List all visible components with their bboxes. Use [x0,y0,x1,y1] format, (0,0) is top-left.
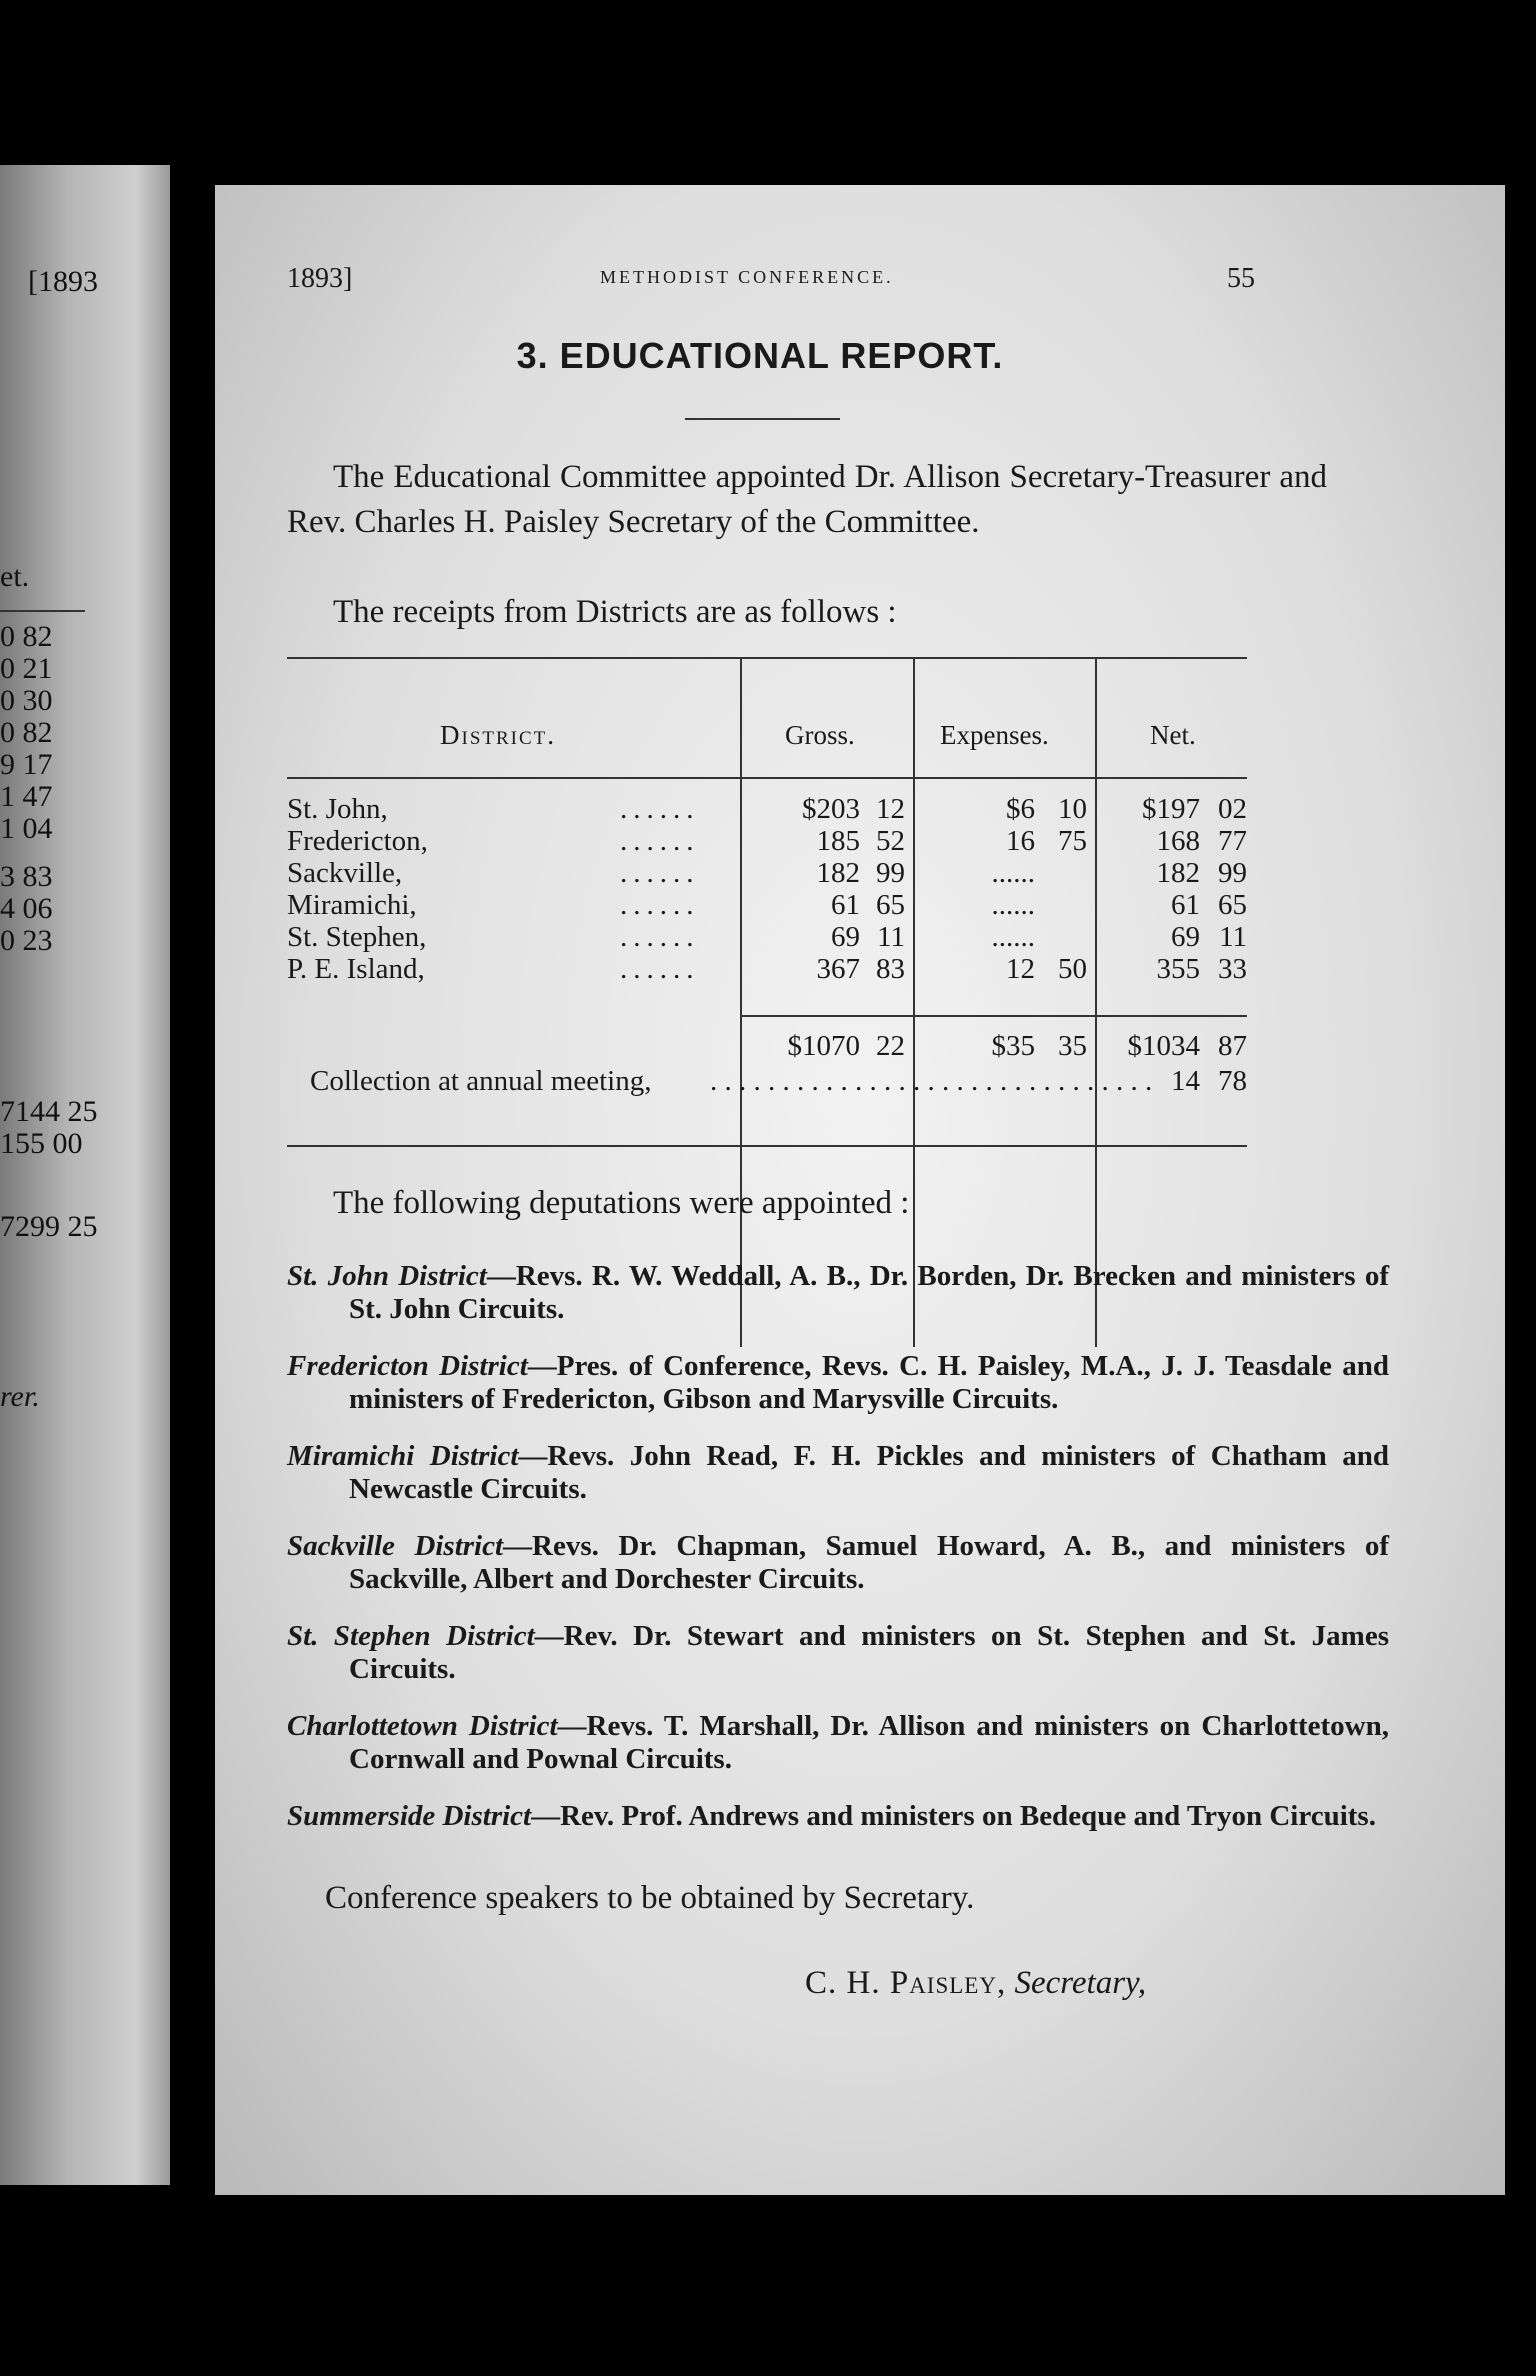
gross-cents: 52 [876,825,905,857]
deputation-text: —Revs. John Read, F. H. Pickles and ministers of Chatham and Newcastle Circuits. [349,1440,1390,1505]
deputation-district: St. John District [287,1260,487,1292]
collection-net-cents: 78 [1218,1065,1247,1097]
gross-dollars: 61 [831,889,860,921]
left-page-number: 0 82 [0,716,53,749]
left-page-fragment-text: et. [0,560,30,593]
signature-name: C. H. Paisley, [805,1965,1007,2001]
left-page-fragment [0,165,170,2185]
gross-cents: 99 [876,857,905,889]
deputation-entry [287,1800,1389,1833]
left-page-number: 9 17 [0,748,53,781]
deputation-entry [287,1710,1389,1776]
net-dollars: 69 [1171,921,1200,953]
gross-cents: 65 [876,889,905,921]
net-dollars: $197 [1142,793,1200,825]
gross-cents: 12 [876,793,905,825]
net-dollars: 61 [1171,889,1200,921]
table-bottom-rule [287,1145,1247,1147]
leader-dots: ...... [620,825,700,857]
net-cents: 77 [1218,825,1247,857]
gross-cents: 11 [877,921,905,953]
signature [805,1965,1146,2002]
header-expenses: Expenses. [940,720,1049,750]
net-cents: 02 [1218,793,1247,825]
expenses-dollars: $6 [1006,793,1035,825]
deputation-entry [287,1440,1389,1506]
page-number: 55 [1227,263,1255,294]
expenses-dollars: 12 [1006,953,1035,985]
leader-dots: ...... [620,889,700,921]
leader-dots: ...... [620,921,700,953]
collection-label: Collection at annual meeting, [310,1065,652,1097]
district-cell: Miramichi, [287,889,417,921]
net-dollars: 168 [1156,825,1200,857]
deputation-district: St. Stephen District [287,1620,535,1652]
net-dollars: 355 [1156,953,1200,985]
running-head-year: 1893] [287,263,353,294]
district-cell: Fredericton, [287,825,428,857]
deputation-district: Summerside District [287,1800,532,1832]
total-gross-dollars: $1070 [787,1030,860,1062]
deputation-entry [287,1620,1389,1686]
net-dollars: 182 [1156,857,1200,889]
deputation-entry [287,1530,1389,1596]
district-cell: P. E. Island, [287,953,425,985]
expenses-dollars: ...... [991,889,1035,921]
signature-role: Secretary, [1014,1965,1147,2001]
closing-line: Conference speakers to be obtained by Secretary. [325,1880,975,1916]
leader-dots: ...... [620,857,700,889]
left-page-number: 0 23 [0,924,53,957]
net-cents: 99 [1218,857,1247,889]
collection-net-dollars: 14 [1171,1065,1200,1097]
total-expenses-cents: 35 [1058,1030,1087,1062]
expenses-cents: 50 [1058,953,1087,985]
intro-paragraph: The Educational Committee appointed Dr. Allison Secretary-Treasurer and Rev. Charles H. Paisley Secretary of the Committee. [287,459,1327,540]
deputations-intro: The following deputations were appointed : [333,1185,910,1221]
running-head-title: METHODIST CONFERENCE. [600,267,894,287]
total-net-cents: 87 [1218,1030,1247,1062]
deputation-text: —Pres. of Conference, Revs. C. H. Paisley, M.A., J. J. Teasdale and ministers of Fredericton, Gibson and Marysville Circuits. [349,1350,1389,1415]
total-net-dollars: $1034 [1127,1030,1200,1062]
deputation-entry [287,1350,1389,1416]
district-cell: St. Stephen, [287,921,427,953]
total-expenses-dollars: $35 [991,1030,1035,1062]
deputation-text: —Revs. R. W. Weddall, A. B., Dr. Borden, Dr. Brecken and ministers of St. John Circuits. [349,1260,1389,1325]
gross-cents: 83 [876,953,905,985]
left-page-number: 1 47 [0,780,53,813]
expenses-dollars: 16 [1006,825,1035,857]
col-rule-1 [740,657,742,1347]
left-rule [0,610,85,612]
deputation-district: Sackville District [287,1530,504,1562]
expenses-cents: 10 [1058,793,1087,825]
col-rule-3 [1095,657,1097,1347]
expenses-dollars: ...... [991,857,1035,889]
table-top-rule [287,657,1247,659]
deputation-text: —Rev. Prof. Andrews and ministers on Bedeque and Tryon Circuits. [531,1800,1376,1832]
total-gross-cents: 22 [876,1030,905,1062]
header-gross: Gross. [785,720,855,750]
title-rule [685,418,840,420]
receipts-intro: The receipts from Districts are as follows : [333,594,897,630]
header-net: Net. [1150,720,1196,750]
left-page-number: 7144 25 [0,1095,98,1128]
district-cell: St. John, [287,793,388,825]
left-page-number: 0 30 [0,684,53,717]
report-title: 3. EDUCATIONAL REPORT. [516,335,1004,376]
left-page-header: [1893 [28,265,98,298]
net-cents: 65 [1218,889,1247,921]
left-page-number: 4 06 [0,892,53,925]
total-rule [740,1015,1247,1017]
gross-dollars: 367 [816,953,860,985]
left-page-number: 3 83 [0,860,53,893]
expenses-cents: 75 [1058,825,1087,857]
document-page [215,185,1505,2195]
left-page-number: 0 21 [0,652,53,685]
header-rule [287,777,1247,779]
gross-dollars: 185 [816,825,860,857]
net-cents: 11 [1219,921,1247,953]
col-rule-2 [913,657,915,1347]
deputation-text: —Rev. Dr. Stewart and ministers on St. Stephen and St. James Circuits. [349,1620,1389,1685]
leader-dots: ...... [620,793,700,825]
deputation-district: Fredericton District [287,1350,528,1382]
deputation-district: Charlottetown District [287,1710,558,1742]
deputation-entry [287,1260,1389,1326]
expenses-dollars: ...... [991,921,1035,953]
net-cents: 33 [1218,953,1247,985]
leader-dots: ...... [620,953,700,985]
header-district: District. [440,720,557,750]
district-cell: Sackville, [287,857,403,889]
left-page-number: 7299 25 [0,1210,98,1243]
left-page-number: 1 04 [0,812,53,845]
collection-leader: . . . . . . . . . . . . . . . . . . . . . . . . . . . . . . . [710,1065,1153,1097]
left-page-footer: rer. [0,1380,40,1413]
deputation-text: —Revs. T. Marshall, Dr. Allison and ministers on Charlottetown, Cornwall and Pownal Circuits. [349,1710,1389,1775]
deputation-text: —Revs. Dr. Chapman, Samuel Howard, A. B., and ministers of Sackville, Albert and Dorchester Circuits. [349,1530,1389,1595]
left-page-number: 155 00 [0,1127,83,1160]
gross-dollars: 182 [816,857,860,889]
gross-dollars: $203 [802,793,860,825]
gross-dollars: 69 [831,921,860,953]
left-page-number: 0 82 [0,620,53,653]
deputation-district: Miramichi District [287,1440,519,1472]
